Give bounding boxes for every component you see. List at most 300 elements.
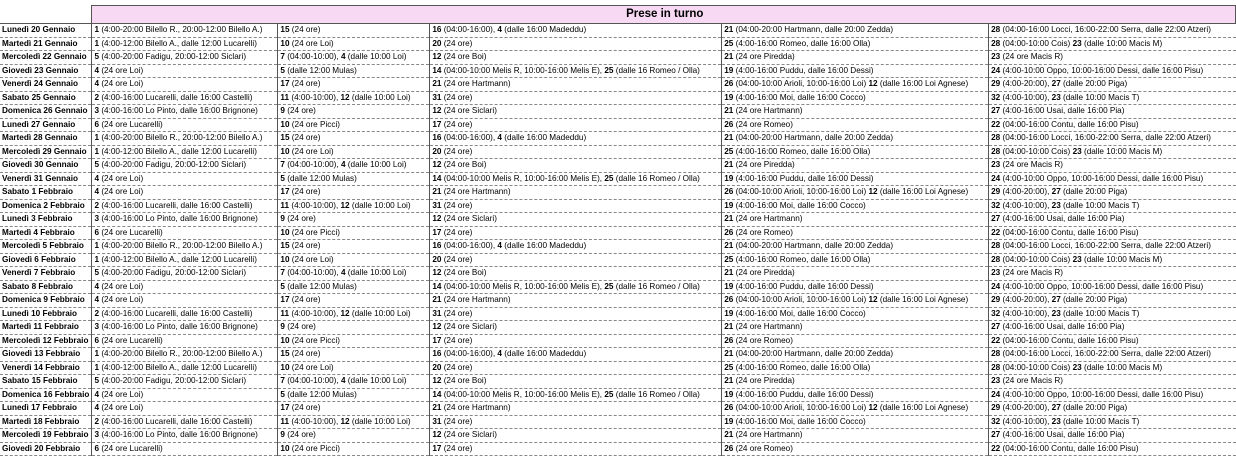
day-cell[interactable]: Lunedì 27 Gennaio — [0, 118, 92, 132]
shift-cell[interactable] — [989, 429, 1236, 443]
shift-number: 5 — [94, 376, 100, 385]
shift-cell[interactable] — [278, 78, 430, 92]
shift-cell[interactable] — [989, 186, 1236, 200]
shift-cell[interactable] — [989, 240, 1236, 254]
shift-cell[interactable] — [278, 240, 430, 254]
shift-detail: (24 ore Piredda) — [733, 376, 795, 385]
shift-cell[interactable] — [989, 132, 1236, 146]
shift-detail: (24 ore Loi) — [289, 362, 334, 372]
shift-cell[interactable] — [722, 280, 989, 294]
day-cell[interactable]: Mercoledì 29 Gennaio — [0, 145, 92, 159]
shift-number: 4 — [94, 389, 100, 399]
shift-cell[interactable] — [92, 213, 278, 227]
day-cell[interactable]: Martedì 18 Febbraio — [0, 415, 92, 429]
shift-number: 25 — [604, 173, 614, 183]
shift-number: 27 — [1051, 187, 1061, 196]
shift-cell[interactable] — [430, 105, 722, 119]
shift-number: 17 — [432, 335, 442, 345]
shift-cell[interactable] — [430, 253, 722, 267]
shift-number: 4 — [94, 403, 100, 412]
table-row — [0, 253, 1236, 267]
shift-cell[interactable] — [278, 37, 430, 51]
shift-cell[interactable] — [430, 240, 722, 254]
shift-cell[interactable] — [722, 388, 989, 402]
shift-cell[interactable] — [278, 348, 430, 362]
shift-detail: (24 ore Siclari) — [441, 214, 497, 223]
shift-detail: (24 ore) — [441, 92, 473, 102]
shift-detail: (04:00-10:00 Arioli, 10:00-16:00 Loi) — [733, 403, 869, 412]
shift-detail: (4:00-16:00 Usai, dalle 16:00 Pia) — [1000, 214, 1125, 223]
shift-number: 27 — [1051, 403, 1061, 412]
shift-number: 19 — [724, 173, 734, 183]
day-cell[interactable]: Martedì 4 Febbraio — [0, 226, 92, 240]
shift-detail: (4:00-10:00), — [289, 200, 341, 210]
shift-cell[interactable] — [278, 415, 430, 429]
shift-cell[interactable] — [430, 321, 722, 335]
shift-cell[interactable] — [278, 334, 430, 348]
day-cell[interactable]: Martedì 11 Febbraio — [0, 321, 92, 335]
table-row — [0, 321, 1236, 335]
shift-detail: (24 ore) — [441, 335, 473, 345]
day-cell[interactable]: Martedì 21 Gennaio — [0, 37, 92, 51]
table-row — [0, 280, 1236, 294]
shift-detail: (04:00-16:00 Contu, dalle 16:00 Pisu) — [1000, 335, 1139, 345]
shift-cell[interactable] — [722, 37, 989, 51]
shift-number: 10 — [280, 254, 290, 264]
shift-cell[interactable] — [92, 253, 278, 267]
shift-number: 15 — [280, 133, 290, 142]
shift-cell[interactable] — [430, 118, 722, 132]
shift-detail: (24 ore Siclari) — [441, 106, 497, 115]
shift-number: 28 — [991, 241, 1001, 250]
shift-cell[interactable] — [92, 388, 278, 402]
shift-cell[interactable] — [92, 240, 278, 254]
shift-detail: (24 ore Loi) — [99, 65, 144, 75]
shift-cell[interactable] — [278, 226, 430, 240]
shift-cell[interactable] — [278, 51, 430, 65]
shift-detail: (dalle 10:00 Macis M) — [1081, 146, 1163, 156]
shift-cell[interactable] — [430, 280, 722, 294]
day-cell[interactable]: Venerdì 31 Gennaio — [0, 172, 92, 186]
shift-cell[interactable] — [722, 334, 989, 348]
shift-cell[interactable] — [989, 118, 1236, 132]
shift-cell[interactable] — [92, 307, 278, 321]
shift-cell[interactable] — [722, 118, 989, 132]
shift-cell[interactable] — [278, 145, 430, 159]
shift-cell[interactable] — [278, 253, 430, 267]
day-cell[interactable]: Mercoledì 5 Febbraio — [0, 240, 92, 254]
shift-cell[interactable] — [92, 24, 278, 38]
shift-number: 10 — [280, 227, 290, 237]
shift-cell[interactable] — [430, 442, 722, 456]
shift-cell[interactable] — [722, 348, 989, 362]
shift-cell[interactable] — [278, 307, 430, 321]
shift-cell[interactable] — [278, 132, 430, 146]
shift-cell[interactable] — [92, 145, 278, 159]
shift-number: 20 — [432, 38, 442, 48]
day-cell[interactable]: Martedì 28 Gennaio — [0, 132, 92, 146]
shift-cell[interactable] — [989, 37, 1236, 51]
shift-cell[interactable] — [92, 37, 278, 51]
shift-cell[interactable] — [92, 91, 278, 105]
shift-cell[interactable] — [722, 415, 989, 429]
shift-cell[interactable] — [92, 361, 278, 375]
shift-cell[interactable] — [989, 64, 1236, 78]
day-cell[interactable]: Giovedì 6 Febbraio — [0, 253, 92, 267]
shift-detail: (4:00-16:00 Usai, dalle 16:00 Pia) — [1000, 322, 1125, 331]
shift-cell[interactable] — [989, 253, 1236, 267]
shift-cell[interactable] — [92, 294, 278, 308]
shift-cell[interactable] — [278, 442, 430, 456]
shift-cell[interactable] — [92, 78, 278, 92]
shift-detail: (24 ore Romeo) — [733, 119, 793, 129]
shift-cell[interactable] — [430, 159, 722, 173]
shift-cell[interactable] — [989, 375, 1236, 389]
shift-detail: (4:00-16:00 Moi, dalle 16:00 Cocco) — [733, 308, 866, 318]
shift-cell[interactable] — [989, 105, 1236, 119]
table-row — [0, 159, 1236, 173]
day-cell[interactable]: Giovedì 30 Gennaio — [0, 159, 92, 173]
shift-detail: (dalle 10:00 Macis T) — [1060, 200, 1140, 210]
shift-cell[interactable] — [92, 226, 278, 240]
shift-detail: (24 ore Boi) — [441, 268, 487, 277]
day-cell[interactable]: Giovedì 23 Gennaio — [0, 64, 92, 78]
shift-number: 17 — [280, 403, 290, 412]
shift-cell[interactable] — [430, 375, 722, 389]
shift-cell[interactable] — [430, 307, 722, 321]
shift-number: 6 — [94, 335, 100, 345]
shift-detail: (24 ore Lucarelli) — [99, 443, 163, 453]
shift-cell[interactable] — [989, 321, 1236, 335]
day-cell[interactable]: Domenica 2 Febbraio — [0, 199, 92, 213]
shift-table — [0, 5, 1236, 456]
shift-detail: (04:00-10:00 Melis R, 10:00-16:00 Melis E), — [441, 65, 605, 75]
shift-cell[interactable] — [430, 267, 722, 281]
day-cell[interactable]: Giovedì 20 Febbraio — [0, 442, 92, 456]
shift-detail: (24 ore Romeo) — [733, 227, 793, 237]
shift-cell[interactable] — [92, 105, 278, 119]
day-cell[interactable]: Domenica 9 Febbraio — [0, 294, 92, 308]
shift-cell[interactable] — [430, 415, 722, 429]
shift-cell[interactable] — [430, 91, 722, 105]
shift-cell[interactable] — [722, 172, 989, 186]
shift-number: 26 — [724, 335, 734, 345]
shift-cell[interactable] — [722, 51, 989, 65]
shift-number: 1 — [94, 362, 100, 372]
shift-number: 16 — [432, 25, 442, 34]
shift-cell[interactable] — [989, 348, 1236, 362]
shift-cell[interactable] — [989, 91, 1236, 105]
shift-number: 21 — [724, 133, 734, 142]
day-cell[interactable]: Sabato 15 Febbraio — [0, 375, 92, 389]
header-blank — [0, 6, 92, 24]
shift-cell[interactable] — [722, 24, 989, 38]
day-cell[interactable]: Sabato 1 Febbraio — [0, 186, 92, 200]
shift-cell[interactable] — [989, 334, 1236, 348]
shift-cell[interactable] — [430, 37, 722, 51]
table-row — [0, 226, 1236, 240]
shift-cell[interactable] — [92, 375, 278, 389]
shift-number: 22 — [991, 335, 1001, 345]
shift-cell[interactable] — [722, 267, 989, 281]
shift-detail: (4:00-20:00 Bilello R., 20:00-12:00 Bilello A.) — [99, 241, 263, 250]
shift-cell[interactable] — [430, 172, 722, 186]
shift-cell[interactable] — [989, 415, 1236, 429]
shift-number: 28 — [991, 38, 1001, 48]
shift-cell[interactable] — [430, 199, 722, 213]
shift-cell[interactable] — [989, 226, 1236, 240]
shift-cell[interactable] — [989, 145, 1236, 159]
shift-number: 16 — [432, 133, 442, 142]
shift-cell[interactable] — [430, 402, 722, 416]
table-row — [0, 402, 1236, 416]
shift-number: 12 — [340, 200, 350, 210]
shift-number: 10 — [280, 362, 290, 372]
shift-detail: (4:00-16:00 Lucarelli, dalle 16:00 Castelli) — [99, 308, 253, 318]
shift-number: 23 — [991, 52, 1001, 61]
shift-cell[interactable] — [92, 172, 278, 186]
shift-number: 20 — [432, 146, 442, 156]
shift-cell[interactable] — [92, 118, 278, 132]
shift-number: 6 — [94, 227, 100, 237]
shift-cell[interactable] — [722, 442, 989, 456]
shift-cell[interactable] — [722, 240, 989, 254]
shift-number: 14 — [432, 173, 442, 183]
shift-cell[interactable] — [278, 105, 430, 119]
shift-detail: (24 ore) — [441, 443, 473, 453]
shift-cell[interactable] — [722, 429, 989, 443]
shift-cell[interactable] — [92, 132, 278, 146]
shift-cell[interactable] — [278, 321, 430, 335]
shift-number: 1 — [94, 133, 100, 142]
shift-cell[interactable] — [722, 253, 989, 267]
shift-number: 3 — [94, 214, 100, 223]
shift-cell[interactable] — [92, 348, 278, 362]
shift-detail: (4:00-10:00 Oppo, 10:00-16:00 Dessi, dalle 16:00 Pisu) — [1000, 65, 1204, 75]
shift-cell[interactable] — [278, 213, 430, 227]
day-cell[interactable]: Venerdì 14 Febbraio — [0, 361, 92, 375]
shift-number: 12 — [432, 322, 442, 331]
shift-cell[interactable] — [430, 294, 722, 308]
shift-number: 25 — [724, 254, 734, 264]
shift-cell[interactable] — [278, 24, 430, 38]
shift-detail: (4:00-16:00 Puddu, dalle 16:00 Dessi) — [733, 173, 874, 183]
shift-number: 14 — [432, 389, 442, 399]
shift-number: 27 — [1051, 295, 1061, 304]
day-cell[interactable]: Mercoledì 22 Gennaio — [0, 51, 92, 65]
shift-cell[interactable] — [92, 267, 278, 281]
shift-detail: (4:00-10:00), — [1000, 416, 1052, 426]
shift-cell[interactable] — [92, 442, 278, 456]
shift-cell[interactable] — [722, 213, 989, 227]
shift-cell[interactable] — [989, 267, 1236, 281]
shift-number: 23 — [991, 376, 1001, 385]
shift-cell[interactable] — [989, 361, 1236, 375]
shift-cell[interactable] — [430, 361, 722, 375]
shift-detail: (4:00-10:00), — [289, 308, 341, 318]
shift-cell[interactable] — [92, 280, 278, 294]
day-cell[interactable]: Lunedì 17 Febbraio — [0, 402, 92, 416]
shift-number: 4 — [497, 241, 502, 250]
shift-cell[interactable] — [722, 132, 989, 146]
shift-cell[interactable] — [278, 118, 430, 132]
shift-cell[interactable] — [989, 388, 1236, 402]
shift-number: 28 — [991, 146, 1001, 156]
shift-number: 31 — [432, 416, 442, 426]
shift-cell[interactable] — [92, 64, 278, 78]
day-cell[interactable]: Lunedì 10 Febbraio — [0, 307, 92, 321]
shift-cell[interactable] — [989, 51, 1236, 65]
shift-cell[interactable] — [722, 145, 989, 159]
shift-cell[interactable] — [278, 186, 430, 200]
shift-detail: (dalle 20:00 Piga) — [1060, 79, 1128, 88]
shift-detail: (dalle 12:00 Mulas) — [284, 65, 357, 75]
day-cell[interactable]: Venerdì 7 Febbraio — [0, 267, 92, 281]
shift-cell[interactable] — [430, 64, 722, 78]
shift-cell[interactable] — [989, 159, 1236, 173]
shift-detail: (04:00-10:00), — [284, 52, 341, 61]
shift-number: 5 — [280, 65, 285, 75]
shift-detail: (04:00-10:00 Arioli, 10:00-16:00 Loi) — [733, 79, 869, 88]
shift-cell[interactable] — [722, 199, 989, 213]
shift-cell[interactable] — [722, 105, 989, 119]
shift-detail: (04:00-10:00 Melis R, 10:00-16:00 Melis E), — [441, 173, 605, 183]
shift-cell[interactable] — [278, 91, 430, 105]
shift-cell[interactable] — [989, 78, 1236, 92]
shift-cell[interactable] — [278, 199, 430, 213]
shift-cell[interactable] — [989, 442, 1236, 456]
shift-number: 28 — [991, 133, 1001, 142]
shift-number: 10 — [280, 443, 290, 453]
shift-cell[interactable] — [278, 172, 430, 186]
shift-number: 25 — [724, 362, 734, 372]
shift-cell[interactable] — [722, 159, 989, 173]
shift-number: 19 — [724, 308, 734, 318]
shift-cell[interactable] — [278, 402, 430, 416]
shift-number: 25 — [724, 146, 734, 156]
day-cell[interactable]: Domenica 16 Febbraio — [0, 388, 92, 402]
shift-cell[interactable] — [92, 415, 278, 429]
shift-cell[interactable] — [430, 24, 722, 38]
table-row — [0, 132, 1236, 146]
shift-number: 5 — [94, 160, 100, 169]
day-cell[interactable]: Lunedì 20 Gennaio — [0, 24, 92, 38]
shift-number: 12 — [432, 214, 442, 223]
shift-cell[interactable] — [278, 361, 430, 375]
shift-cell[interactable] — [722, 321, 989, 335]
shift-cell[interactable] — [722, 402, 989, 416]
day-cell[interactable]: Domenica 26 Gennaio — [0, 105, 92, 119]
shift-number: 10 — [280, 119, 290, 129]
shift-cell[interactable] — [278, 375, 430, 389]
shift-cell[interactable] — [722, 307, 989, 321]
shift-cell[interactable] — [278, 429, 430, 443]
shift-cell[interactable] — [278, 267, 430, 281]
shift-number: 11 — [280, 416, 290, 426]
shift-cell[interactable] — [430, 226, 722, 240]
shift-cell[interactable] — [92, 429, 278, 443]
shift-cell[interactable] — [989, 402, 1236, 416]
shift-cell[interactable] — [92, 321, 278, 335]
shift-cell[interactable] — [278, 280, 430, 294]
shift-detail: (24 ore Picci) — [289, 335, 341, 345]
shift-detail: (24 ore) — [284, 322, 316, 331]
shift-cell[interactable] — [989, 294, 1236, 308]
day-cell[interactable]: Mercoledì 12 Febbraio — [0, 334, 92, 348]
shift-cell[interactable] — [989, 172, 1236, 186]
shift-cell[interactable] — [989, 199, 1236, 213]
shift-cell[interactable] — [722, 64, 989, 78]
shift-detail: (24 ore Macis R) — [1000, 268, 1063, 277]
shift-detail: (24 ore) — [289, 295, 321, 304]
shift-cell[interactable] — [430, 186, 722, 200]
table-row — [0, 361, 1236, 375]
shift-cell[interactable] — [722, 375, 989, 389]
shift-number: 10 — [280, 38, 290, 48]
shift-number: 21 — [432, 187, 442, 196]
shift-detail: (24 ore) — [289, 25, 321, 34]
shift-cell[interactable] — [430, 132, 722, 146]
shift-cell[interactable] — [989, 213, 1236, 227]
shift-cell[interactable] — [278, 64, 430, 78]
day-cell[interactable]: Sabato 25 Gennaio — [0, 91, 92, 105]
shift-cell[interactable] — [722, 361, 989, 375]
shift-cell[interactable] — [989, 24, 1236, 38]
shift-cell[interactable] — [722, 294, 989, 308]
shift-cell[interactable] — [430, 78, 722, 92]
shift-cell[interactable] — [722, 91, 989, 105]
shift-cell[interactable] — [92, 186, 278, 200]
shift-cell[interactable] — [989, 280, 1236, 294]
shift-cell[interactable] — [278, 388, 430, 402]
shift-cell[interactable] — [430, 388, 722, 402]
shift-number: 1 — [94, 146, 100, 156]
shift-number: 4 — [94, 65, 100, 75]
shift-detail: (04:00-16:00 Locci, 16:00-22:00 Serra, dalle 22:00 Atzeri) — [1000, 133, 1211, 142]
shift-cell[interactable] — [722, 78, 989, 92]
shift-cell[interactable] — [430, 429, 722, 443]
shift-number: 20 — [432, 254, 442, 264]
shift-cell[interactable] — [722, 186, 989, 200]
shift-detail: (24 ore) — [289, 79, 321, 88]
shift-number: 12 — [432, 268, 442, 277]
shift-cell[interactable] — [92, 159, 278, 173]
day-cell[interactable]: Giovedì 13 Febbraio — [0, 348, 92, 362]
shift-cell[interactable] — [430, 51, 722, 65]
shift-cell[interactable] — [430, 348, 722, 362]
shift-detail: (24 ore Lucarelli) — [99, 119, 163, 129]
day-cell[interactable]: Mercoledì 19 Febbraio — [0, 429, 92, 443]
shift-number: 5 — [94, 268, 100, 277]
shift-cell[interactable] — [92, 199, 278, 213]
shift-cell[interactable] — [430, 145, 722, 159]
shift-cell[interactable] — [430, 213, 722, 227]
shift-cell[interactable] — [278, 159, 430, 173]
day-cell[interactable]: Venerdì 24 Gennaio — [0, 78, 92, 92]
shift-detail: (4:00-16:00 Usai, dalle 16:00 Pia) — [1000, 430, 1125, 439]
shift-cell[interactable] — [92, 334, 278, 348]
shift-cell[interactable] — [92, 402, 278, 416]
day-cell[interactable]: Sabato 8 Febbraio — [0, 280, 92, 294]
shift-cell[interactable] — [722, 226, 989, 240]
shift-cell[interactable] — [430, 334, 722, 348]
shift-cell[interactable] — [92, 51, 278, 65]
shift-detail: (4:00-16:00 Lo Pinto, dalle 16:00 Brignone) — [99, 214, 258, 223]
shift-cell[interactable] — [278, 294, 430, 308]
day-cell[interactable]: Lunedì 3 Febbraio — [0, 213, 92, 227]
shift-cell[interactable] — [989, 307, 1236, 321]
shift-detail: (24 ore) — [284, 430, 316, 439]
